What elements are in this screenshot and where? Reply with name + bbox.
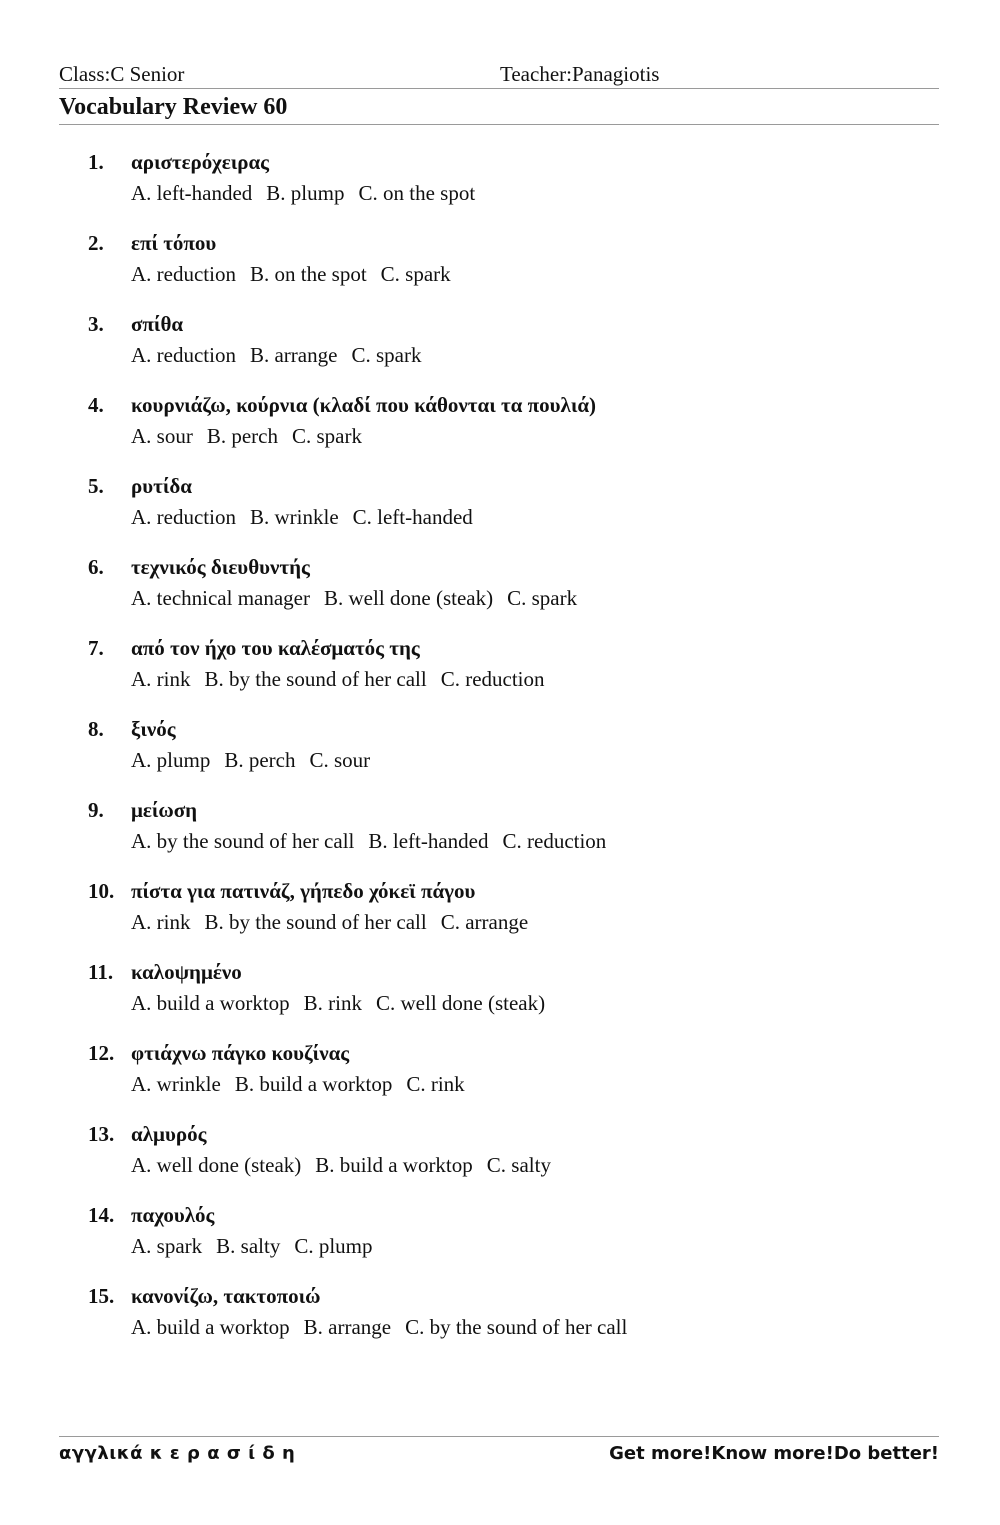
answer-option[interactable]: A. spark	[131, 1234, 203, 1258]
answer-options	[131, 748, 384, 773]
question-prompt: φτιάχνω πάγκο κουζίνας	[131, 1041, 350, 1065]
answer-option[interactable]: A. reduction	[131, 262, 236, 286]
answer-option[interactable]: C. plump	[294, 1234, 373, 1258]
question-prompt: ρυτίδα	[131, 474, 192, 498]
answer-option[interactable]: C. spark	[351, 343, 422, 367]
question-number: 2.	[88, 231, 104, 255]
answer-option[interactable]: C. salty	[486, 1153, 551, 1177]
answer-option[interactable]: B. on the spot	[249, 262, 367, 286]
answer-option[interactable]: C. on the spot	[358, 181, 476, 205]
answer-option[interactable]: A. reduction	[131, 505, 236, 529]
answer-options	[131, 181, 489, 206]
answer-option[interactable]: A. rink	[131, 667, 191, 691]
answer-option[interactable]: B. build a worktop	[234, 1072, 393, 1096]
question-number: 3.	[88, 312, 104, 336]
question-item	[88, 229, 948, 310]
answer-option[interactable]: B. build a worktop	[315, 1153, 473, 1177]
question-prompt: παχουλός	[131, 1203, 215, 1227]
question-number: 4.	[88, 393, 104, 417]
answer-option[interactable]: B. plump	[266, 181, 345, 205]
answer-options	[131, 262, 465, 287]
question-item	[88, 310, 948, 391]
answer-option[interactable]: C. spark	[507, 586, 578, 610]
answer-option[interactable]: A. technical manager	[131, 586, 310, 610]
answer-options	[131, 1315, 641, 1340]
answer-option[interactable]: C. rink	[406, 1072, 465, 1096]
answer-option[interactable]: B. salty	[216, 1234, 281, 1258]
answer-option[interactable]: C. reduction	[502, 829, 607, 853]
page-title: Vocabulary Review 60	[59, 94, 288, 120]
answer-options	[131, 505, 487, 530]
question-item	[88, 553, 948, 634]
answer-option[interactable]: C. spark	[292, 424, 362, 448]
question-prompt: από τον ήχο του καλέσματός της	[131, 636, 420, 660]
question-item	[88, 1201, 948, 1282]
question-prompt: αριστερόχειρας	[131, 150, 270, 174]
question-number: 11.	[88, 960, 114, 984]
question-number: 5.	[88, 474, 104, 498]
question-prompt: πίστα για πατινάζ, γήπεδο χόκεϊ πάγου	[131, 879, 476, 903]
question-prompt: σπίθα	[131, 312, 184, 336]
answer-option[interactable]: A. sour	[131, 424, 193, 448]
answer-option[interactable]: B. left-handed	[368, 829, 489, 853]
answer-option[interactable]: B. arrange	[249, 343, 338, 367]
question-item	[88, 634, 948, 715]
question-number: 10.	[88, 879, 115, 903]
question-item	[88, 1120, 948, 1201]
question-prompt: τεχνικός διευθυντής	[131, 555, 310, 579]
class-label: Class:C Senior	[59, 62, 185, 86]
question-list	[88, 148, 948, 1363]
answer-option[interactable]: A. build a worktop	[131, 991, 290, 1015]
answer-option[interactable]: A. by the sound of her call	[131, 829, 355, 853]
question-number: 15.	[88, 1284, 115, 1308]
answer-option[interactable]: A. well done (steak)	[131, 1153, 302, 1177]
answer-option[interactable]: A. left-handed	[131, 181, 253, 205]
question-item	[88, 877, 948, 958]
page-header	[59, 60, 939, 89]
answer-options	[131, 829, 620, 854]
answer-options	[131, 991, 559, 1016]
answer-option[interactable]: B. by the sound of her call	[204, 910, 427, 934]
answer-option[interactable]: C. by the sound of her call	[405, 1315, 628, 1339]
answer-option[interactable]: C. reduction	[440, 667, 545, 691]
question-number: 13.	[88, 1122, 115, 1146]
question-number: 12.	[88, 1041, 115, 1065]
answer-option[interactable]: C. well done (steak)	[376, 991, 546, 1015]
question-number: 7.	[88, 636, 104, 660]
answer-option[interactable]: A. rink	[131, 910, 191, 934]
question-item	[88, 391, 948, 472]
question-item	[88, 1282, 948, 1363]
answer-option[interactable]: B. well done (steak)	[324, 586, 494, 610]
question-item	[88, 958, 948, 1039]
question-item	[88, 715, 948, 796]
question-item	[88, 796, 948, 877]
question-item	[88, 148, 948, 229]
answer-options	[131, 1153, 565, 1178]
question-prompt: ξινός	[131, 717, 176, 741]
answer-option[interactable]: B. perch	[224, 748, 296, 772]
question-prompt: κουρνιάζω, κούρνια (κλαδί που κάθονται τα πουλιά)	[131, 393, 597, 417]
question-number: 8.	[88, 717, 104, 741]
answer-option[interactable]: B. arrange	[303, 1315, 392, 1339]
footer-slogan: Get more!Know more!Do better!	[609, 1443, 939, 1464]
question-prompt: μείωση	[131, 798, 198, 822]
question-number: 14.	[88, 1203, 115, 1227]
teacher-label: Teacher:Panagiotis	[500, 62, 660, 86]
answer-option[interactable]: C. sour	[309, 748, 371, 772]
question-item	[88, 1039, 948, 1120]
question-item	[88, 472, 948, 553]
question-number: 6.	[88, 555, 104, 579]
answer-options	[131, 424, 376, 449]
question-prompt: καλοψημένο	[131, 960, 242, 984]
answer-option[interactable]: C. spark	[380, 262, 451, 286]
answer-option[interactable]: A. reduction	[131, 343, 236, 367]
answer-option[interactable]: B. perch	[206, 424, 278, 448]
question-prompt: επί τόπου	[131, 231, 217, 255]
question-number: 1.	[88, 150, 104, 174]
question-prompt: αλμυρός	[131, 1122, 207, 1146]
answer-option[interactable]: B. rink	[303, 991, 362, 1015]
answer-option[interactable]: A. plump	[131, 748, 211, 772]
question-prompt: κανονίζω, τακτοποιώ	[131, 1284, 321, 1308]
answer-options	[131, 667, 559, 692]
answer-options	[131, 1234, 387, 1259]
answer-option[interactable]: C. arrange	[440, 910, 529, 934]
answer-option[interactable]: C. left-handed	[352, 505, 473, 529]
question-number: 9.	[88, 798, 104, 822]
answer-option[interactable]: A. build a worktop	[131, 1315, 290, 1339]
footer-brand: αγγλικά κ ε ρ α σ ί δ η	[59, 1443, 296, 1464]
answer-options	[131, 910, 542, 935]
answer-option[interactable]: B. by the sound of her call	[204, 667, 427, 691]
answer-options	[131, 1072, 479, 1097]
page-footer	[59, 1436, 939, 1477]
answer-options	[131, 586, 591, 611]
title-bar	[59, 92, 939, 125]
answer-options	[131, 343, 435, 368]
answer-option[interactable]: B. wrinkle	[249, 505, 339, 529]
answer-option[interactable]: A. wrinkle	[131, 1072, 221, 1096]
